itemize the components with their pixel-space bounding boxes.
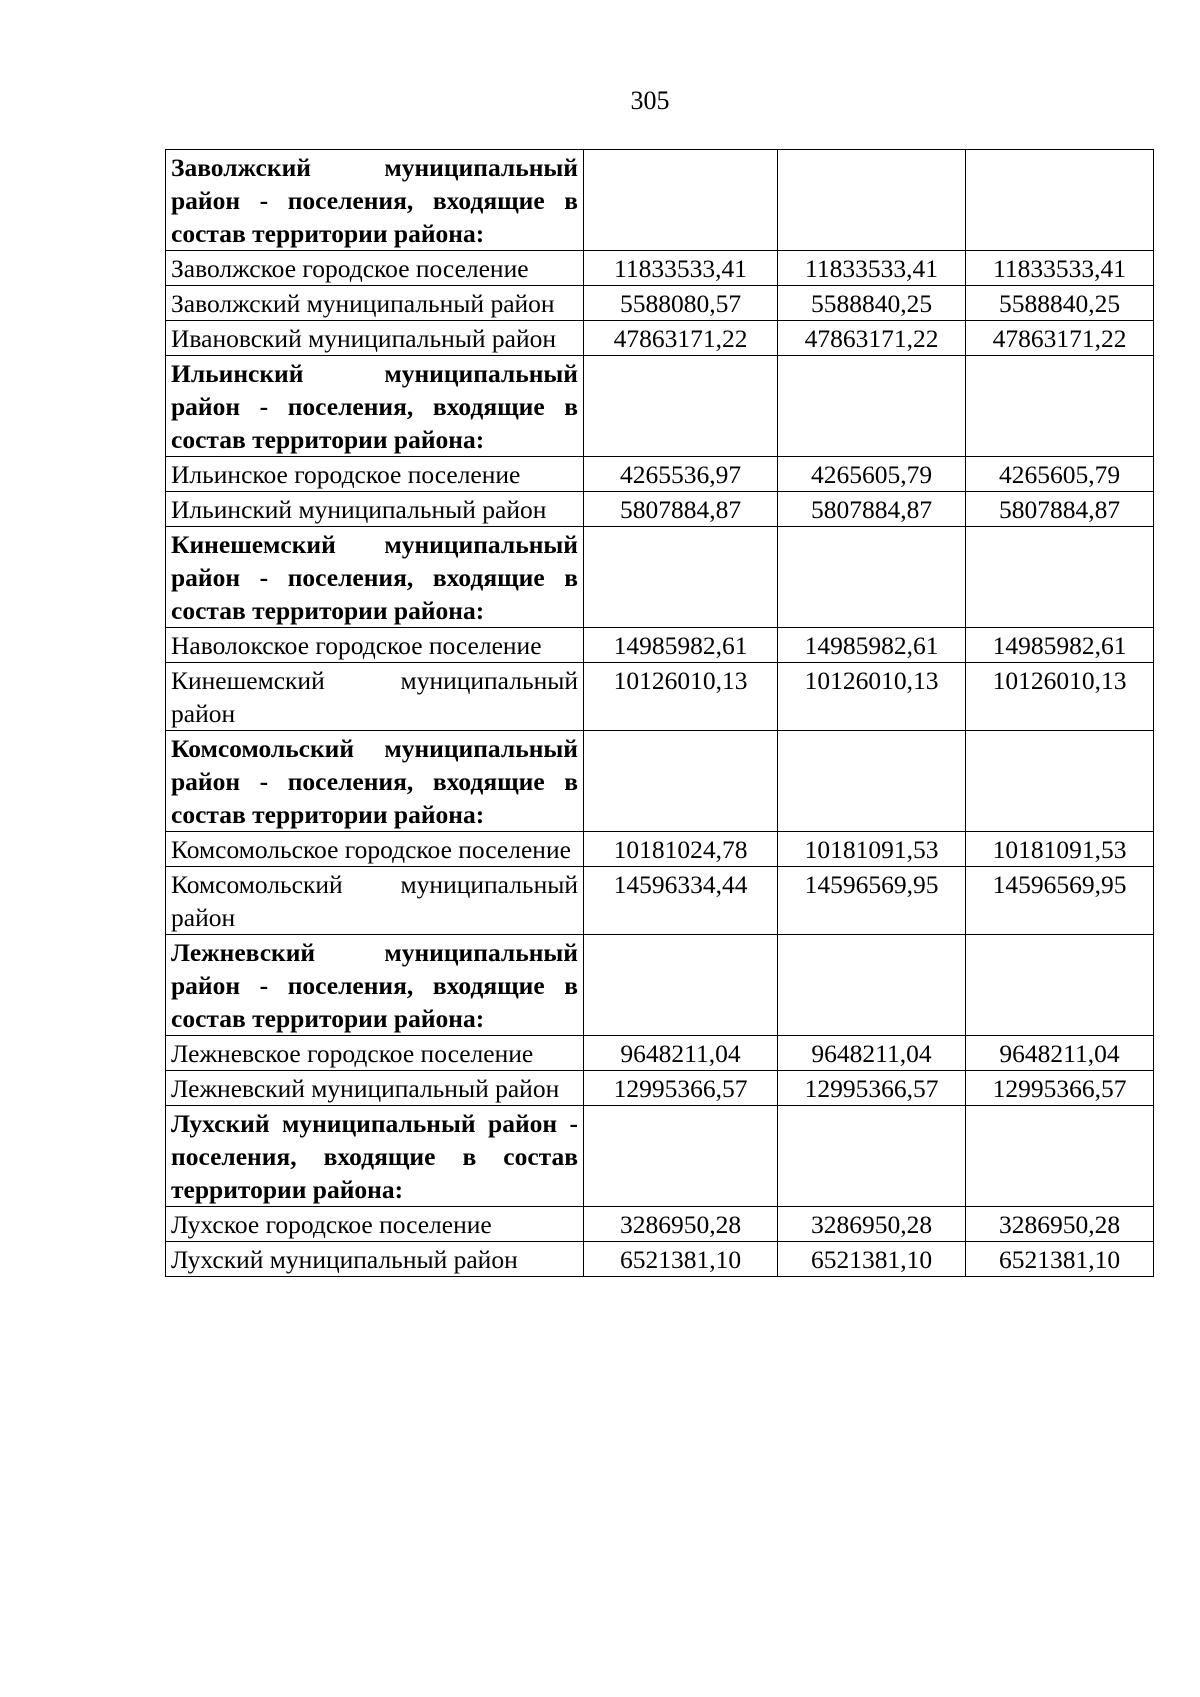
amount-cell: 14596569,95 (778, 867, 966, 935)
amount-cell: 3286950,28 (584, 1207, 778, 1242)
amount-cell (966, 356, 1154, 457)
group-heading-cell: Ильинский муниципальный район - поселения, входящие в состав территории района: (166, 356, 584, 457)
table-group-row (166, 731, 1154, 832)
amount-cell (966, 527, 1154, 628)
amount-cell: 47863171,22 (584, 321, 778, 356)
territory-name-cell: Лухский муниципальный район (166, 1242, 584, 1277)
amount-cell: 12995366,57 (584, 1071, 778, 1106)
amount-cell (584, 935, 778, 1036)
territory-name-cell: Заволжский муниципальный район (166, 286, 584, 321)
amount-cell: 4265605,79 (966, 457, 1154, 492)
amount-cell: 5588080,57 (584, 286, 778, 321)
table-row (166, 251, 1154, 286)
amount-cell: 5807884,87 (966, 492, 1154, 527)
amount-cell: 14985982,61 (584, 628, 778, 663)
table-row (166, 1242, 1154, 1277)
table-row (166, 832, 1154, 867)
amount-cell: 4265536,97 (584, 457, 778, 492)
table-group-row (166, 1106, 1154, 1207)
amount-cell (966, 935, 1154, 1036)
amount-cell (778, 935, 966, 1036)
table-body (166, 150, 1154, 1277)
table-row (166, 628, 1154, 663)
amount-cell: 10181091,53 (778, 832, 966, 867)
amount-cell: 4265605,79 (778, 457, 966, 492)
amount-cell: 11833533,41 (584, 251, 778, 286)
amount-cell (584, 731, 778, 832)
amount-cell (778, 527, 966, 628)
amount-cell (778, 150, 966, 251)
territory-name-cell: Комсомольское городское поселение (166, 832, 584, 867)
territory-name-cell: Комсомольский муниципальный район (166, 867, 584, 935)
table-group-row (166, 527, 1154, 628)
table-row (166, 1207, 1154, 1242)
table-row (166, 286, 1154, 321)
group-heading-cell: Заволжский муниципальный район - поселения, входящие в состав территории района: (166, 150, 584, 251)
amount-cell: 12995366,57 (966, 1071, 1154, 1106)
amount-cell (966, 1106, 1154, 1207)
page-number: 305 (630, 86, 670, 115)
budget-table (165, 149, 1154, 1277)
amount-cell: 47863171,22 (778, 321, 966, 356)
table-row (166, 663, 1154, 731)
amount-cell: 6521381,10 (966, 1242, 1154, 1277)
amount-cell: 5807884,87 (778, 492, 966, 527)
amount-cell (584, 527, 778, 628)
amount-cell: 6521381,10 (778, 1242, 966, 1277)
amount-cell (966, 731, 1154, 832)
amount-cell: 9648211,04 (778, 1036, 966, 1071)
table-group-row (166, 150, 1154, 251)
territory-name-cell: Ильинский муниципальный район (166, 492, 584, 527)
amount-cell (778, 731, 966, 832)
amount-cell: 12995366,57 (778, 1071, 966, 1106)
territory-name-cell: Лежневское городское поселение (166, 1036, 584, 1071)
group-heading-cell: Лежневский муниципальный район - поселения, входящие в состав территории района: (166, 935, 584, 1036)
amount-cell: 14596569,95 (966, 867, 1154, 935)
table-group-row (166, 935, 1154, 1036)
group-heading-cell: Кинешемский муниципальный район - поселения, входящие в состав территории района: (166, 527, 584, 628)
amount-cell (584, 356, 778, 457)
table-row (166, 1071, 1154, 1106)
amount-cell: 9648211,04 (966, 1036, 1154, 1071)
territory-name-cell: Лежневский муниципальный район (166, 1071, 584, 1106)
amount-cell (778, 1106, 966, 1207)
amount-cell: 10181091,53 (966, 832, 1154, 867)
amount-cell: 10126010,13 (778, 663, 966, 731)
amount-cell: 6521381,10 (584, 1242, 778, 1277)
table-row (166, 457, 1154, 492)
amount-cell: 11833533,41 (778, 251, 966, 286)
amount-cell: 14596334,44 (584, 867, 778, 935)
group-heading-cell: Лухский муниципальный район - поселения, входящие в состав территории района: (166, 1106, 584, 1207)
table-row (166, 321, 1154, 356)
territory-name-cell: Наволокское городское поселение (166, 628, 584, 663)
territory-name-cell: Заволжское городское поселение (166, 251, 584, 286)
table-row (166, 492, 1154, 527)
amount-cell: 11833533,41 (966, 251, 1154, 286)
amount-cell: 5807884,87 (584, 492, 778, 527)
amount-cell: 10126010,13 (966, 663, 1154, 731)
territory-name-cell: Ивановский муниципальный район (166, 321, 584, 356)
amount-cell: 5588840,25 (778, 286, 966, 321)
amount-cell: 14985982,61 (966, 628, 1154, 663)
territory-name-cell: Ильинское городское поселение (166, 457, 584, 492)
table-row (166, 1036, 1154, 1071)
table-group-row (166, 356, 1154, 457)
amount-cell: 14985982,61 (778, 628, 966, 663)
group-heading-cell: Комсомольский муниципальный район - поселения, входящие в состав территории района: (166, 731, 584, 832)
amount-cell: 9648211,04 (584, 1036, 778, 1071)
amount-cell: 47863171,22 (966, 321, 1154, 356)
amount-cell: 3286950,28 (778, 1207, 966, 1242)
amount-cell: 5588840,25 (966, 286, 1154, 321)
amount-cell: 10126010,13 (584, 663, 778, 731)
amount-cell: 3286950,28 (966, 1207, 1154, 1242)
amount-cell (966, 150, 1154, 251)
territory-name-cell: Лухское городское поселение (166, 1207, 584, 1242)
amount-cell (778, 356, 966, 457)
amount-cell (584, 1106, 778, 1207)
amount-cell (584, 150, 778, 251)
amount-cell: 10181024,78 (584, 832, 778, 867)
territory-name-cell: Кинешемский муниципальный район (166, 663, 584, 731)
table-row (166, 867, 1154, 935)
